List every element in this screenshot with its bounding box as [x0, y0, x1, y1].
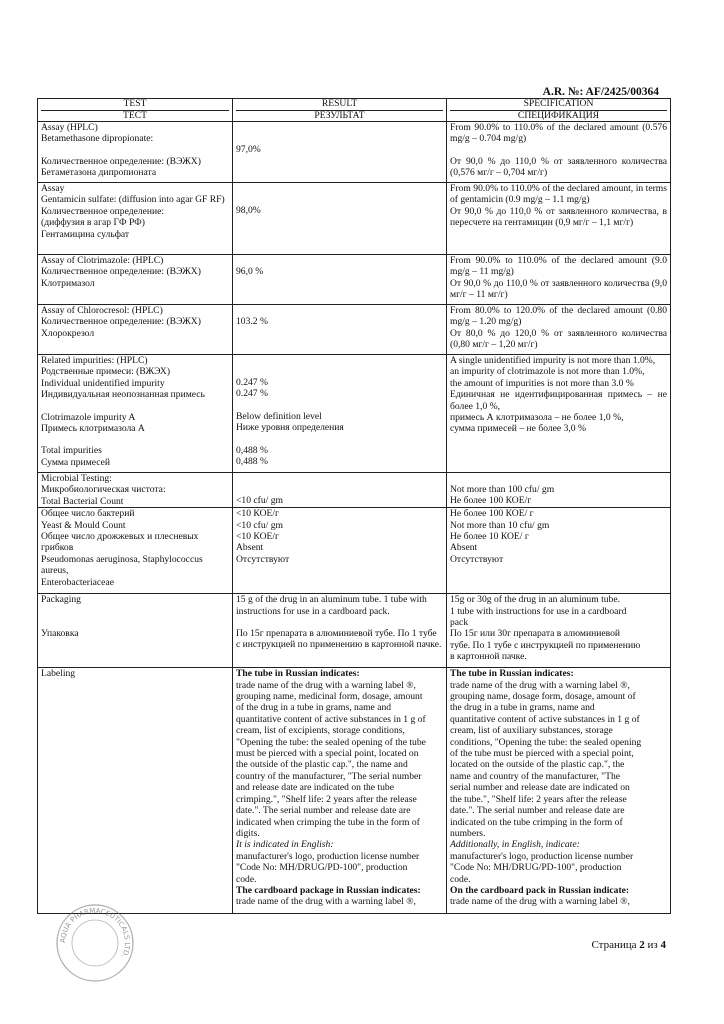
- spec-cell: Not more than 100 cfu/ gm Не более 100 КОЕ/г: [447, 473, 671, 508]
- result-cell: 15 g of the drug in an aluminum tube. 1 tube with instructions for use in a cardboard pack. По 15г препарата в алюминиевой тубе. По 1 тубе с инструкцией по применению в картонной пачке.: [233, 594, 447, 668]
- result-cell: 103.2 %: [233, 305, 447, 355]
- spec-cell: Не более 100 КОЕ/ г Not more than 10 cfu/ gm Не более 10 КОЕ/ г Absent Отсутствуют: [447, 508, 671, 594]
- test-cell: Related impurities: (HPLC) Родственные примеси: (ВЖЭХ) Individual unidentified impurity Индивидуальная неопознанная примесь Clotrimazole impurity A Примесь клотримазола А Total impurities Сумма примесей: [38, 355, 233, 473]
- test-cell: Packaging Упаковка: [38, 594, 233, 668]
- result-line: The tube in Russian indicates:: [236, 668, 360, 680]
- result-cell: 97,0%: [233, 122, 447, 183]
- test-cell: Assay of Clotrimazole: (HPLC) Количественное определение: (ВЭЖХ) Клотримазол: [38, 255, 233, 305]
- spec-line: quantitative content of active substances in 1 g of: [450, 713, 640, 725]
- company-seal-stamp: [54, 902, 136, 984]
- result-cell: <10 cfu/ gm: [233, 473, 447, 508]
- header-specification: SPECIFICATION СПЕЦИФИКАЦИЯ: [447, 99, 671, 122]
- header-result: RESULT РЕЗУЛЬТАТ: [233, 99, 447, 122]
- table-row: [38, 122, 671, 183]
- spec-cell: From 90.0% to 110.0% of the declared amount, in terms of gentamicin (0.9 mg/g – 1.1 mg/g) От 90,0 % до 110,0 % от заявленного количества, в пересчете на гентамицин (0,9 мг/г – 1,1 мг/г): [447, 183, 671, 255]
- specification-table: [37, 98, 671, 914]
- result-cell: 98,0%: [233, 183, 447, 255]
- result-line: grouping name, medicinal form, dosage, amount: [236, 691, 423, 703]
- spec-line: the tube.", "Shelf life: 2 years after the release: [450, 793, 627, 805]
- spec-cell: From 80.0% to 120.0% of the declared amount (0.80 mg/g – 1.20 mg/g) От 80,0 % до 120,0 % от заявленного количества (0,80 мг/г – 1,20 мг/г): [447, 305, 671, 355]
- spec-line: of the tube must be pierced with a special point,: [450, 748, 634, 760]
- spec-cell: 15g or 30g of the drug in an aluminum tube. 1 tube with instructions for use in a cardboard pack По 15г или 30г препарата в алюминиевой тубе. По 1 тубе с инструкцией по применению в картонной пачке.: [447, 594, 671, 668]
- result-line: must be pierced with a special point, located on: [236, 748, 419, 760]
- result-line: The cardboard package in Russian indicates:: [236, 884, 421, 896]
- result-line: crimping.", "Shelf life: 2 years after the release: [236, 793, 417, 805]
- spec-cell: [447, 668, 671, 914]
- test-cell: Microbial Testing: Микробиологическая чистота: Total Bacterial Count: [38, 473, 233, 508]
- spec-cell: From 90.0% to 110.0% of the declared amount (0.576 mg/g – 0.704 mg/g) От 90,0 % до 110,0 % от заявленного количества (0,576 мг/г – 0,704 мг/г): [447, 122, 671, 183]
- spec-line: numbers.: [450, 827, 486, 839]
- result-cell: 96,0 %: [233, 255, 447, 305]
- result-line: indicated when crimping the tube in the form of: [236, 816, 420, 828]
- result-line: trade name of the drug with a warning label ®,: [236, 896, 416, 908]
- table-row: [38, 305, 671, 355]
- result-line: of the drug in a tube in grams, name and: [236, 702, 392, 714]
- header-test: TEST ТЕСТ: [38, 99, 233, 122]
- result-line: "Code No: MH/DRUG/PD-100", production: [236, 862, 408, 874]
- spec-line: code.: [450, 873, 471, 885]
- spec-line: the drug in a tube in grams, name and: [450, 702, 595, 714]
- seal-text: AQUA PHARMACEUTICALS LTD.: [58, 906, 132, 960]
- result-line: quantitative content of active substances in 1 g of: [236, 713, 426, 725]
- test-cell: Общее число бактерий Yeast & Mould Count Общее число дрожжевых и плесневых грибков Pseudomonas aeruginosa, Staphylococcus aureus, Enterobacteriaceae: [38, 508, 233, 594]
- result-cell: [233, 668, 447, 914]
- result-line: code.: [236, 873, 257, 885]
- spec-line: indicated on the tube crimping in the form of: [450, 816, 623, 828]
- spec-line: date.". The serial number and release date are: [450, 805, 625, 817]
- spec-line: Additionally, in English, indicate:: [450, 839, 580, 851]
- spec-line: trade name of the drug with a warning label ®,: [450, 679, 630, 691]
- result-line: trade name of the drug with a warning label ®,: [236, 679, 416, 691]
- test-cell: Labeling: [38, 668, 233, 914]
- spec-cell: From 90.0% to 110.0% of the declared amount (9.0 mg/g – 11 mg/g) От 90,0 % до 110,0 % от заявленного количества (9,0 мг/г – 11 мг/г): [447, 255, 671, 305]
- result-line: country of the manufacturer, "The serial number: [236, 770, 422, 782]
- result-line: It is indicated in English:: [236, 839, 334, 851]
- test-cell: Assay (HPLC) Betamethasone dipropionate: Количественное определение: (ВЭЖХ) Бетаметазона дипропионата: [38, 122, 233, 183]
- spec-line: The tube in Russian indicates:: [450, 668, 574, 680]
- result-line: the outside of the plastic cap.", the name and: [236, 759, 408, 771]
- result-line: "Opening the tube: the sealed opening of the tube: [236, 736, 426, 748]
- spec-line: On the cardboard pack in Russian indicate:: [450, 884, 630, 896]
- table-row: [38, 668, 671, 914]
- result-cell: <10 КОЕ/г <10 cfu/ gm <10 КОЕ/г Absent Отсутствуют: [233, 508, 447, 594]
- table-header-row: [38, 99, 671, 122]
- result-cell: 0.247 % 0.247 % Below definition level Ниже уровня определения 0,488 % 0,488 %: [233, 355, 447, 473]
- spec-line: located on the outside of the plastic cap.", the: [450, 759, 625, 771]
- result-line: digits.: [236, 827, 260, 839]
- test-cell: Assay Gentamicin sulfate: (diffusion into agar GF RF) Количественное определение: (диффузия в агар ГФ РФ) Гентамицина сульфат: [38, 183, 233, 255]
- table-row: [38, 355, 671, 473]
- table-row: [38, 473, 671, 508]
- spec-line: name and country of the manufacturer, "The: [450, 770, 621, 782]
- page-footer: Страница 2 из 4: [591, 939, 666, 951]
- spec-line: trade name of the drug with a warning label ®,: [450, 896, 630, 908]
- result-line: and release date are indicated on the tube: [236, 782, 394, 794]
- table-row: [38, 183, 671, 255]
- spec-cell: A single unidentified impurity is not more than 1.0%, an impurity of clotrimazole is not more than 1.0%, the amount of impurities is not more than 3.0 % Единичная не идентифицированная примесь – не более 1,0 %, примесь А клотримазола – не более 1,0 %, сумма примесей – не более 3,0 %: [447, 355, 671, 473]
- analysis-report-number: A.R. №: AF/2425/00364: [542, 86, 659, 98]
- spec-line: grouping name, dosage form, dosage, amount of: [450, 691, 636, 703]
- result-line: cream, list of excipients, storage conditions,: [236, 725, 405, 737]
- table-row: [38, 594, 671, 668]
- spec-line: manufacturer's logo, production license number: [450, 850, 634, 862]
- spec-line: serial number and release date are indicated on: [450, 782, 630, 794]
- test-cell: Assay of Chlorocresol: (HPLC) Количественное определение: (ВЭЖХ) Хлорокрезол: [38, 305, 233, 355]
- result-line: manufacturer's logo, production license number: [236, 850, 420, 862]
- spec-line: "Code No: MH/DRUG/PD-100", production: [450, 862, 622, 874]
- table-row: [38, 255, 671, 305]
- result-line: date.". The serial number and release date are: [236, 805, 411, 817]
- spec-line: cream, list of auxiliary substances, storage: [450, 725, 613, 737]
- table-row: [38, 508, 671, 594]
- spec-line: conditions, "Opening the tube: the sealed opening: [450, 736, 642, 748]
